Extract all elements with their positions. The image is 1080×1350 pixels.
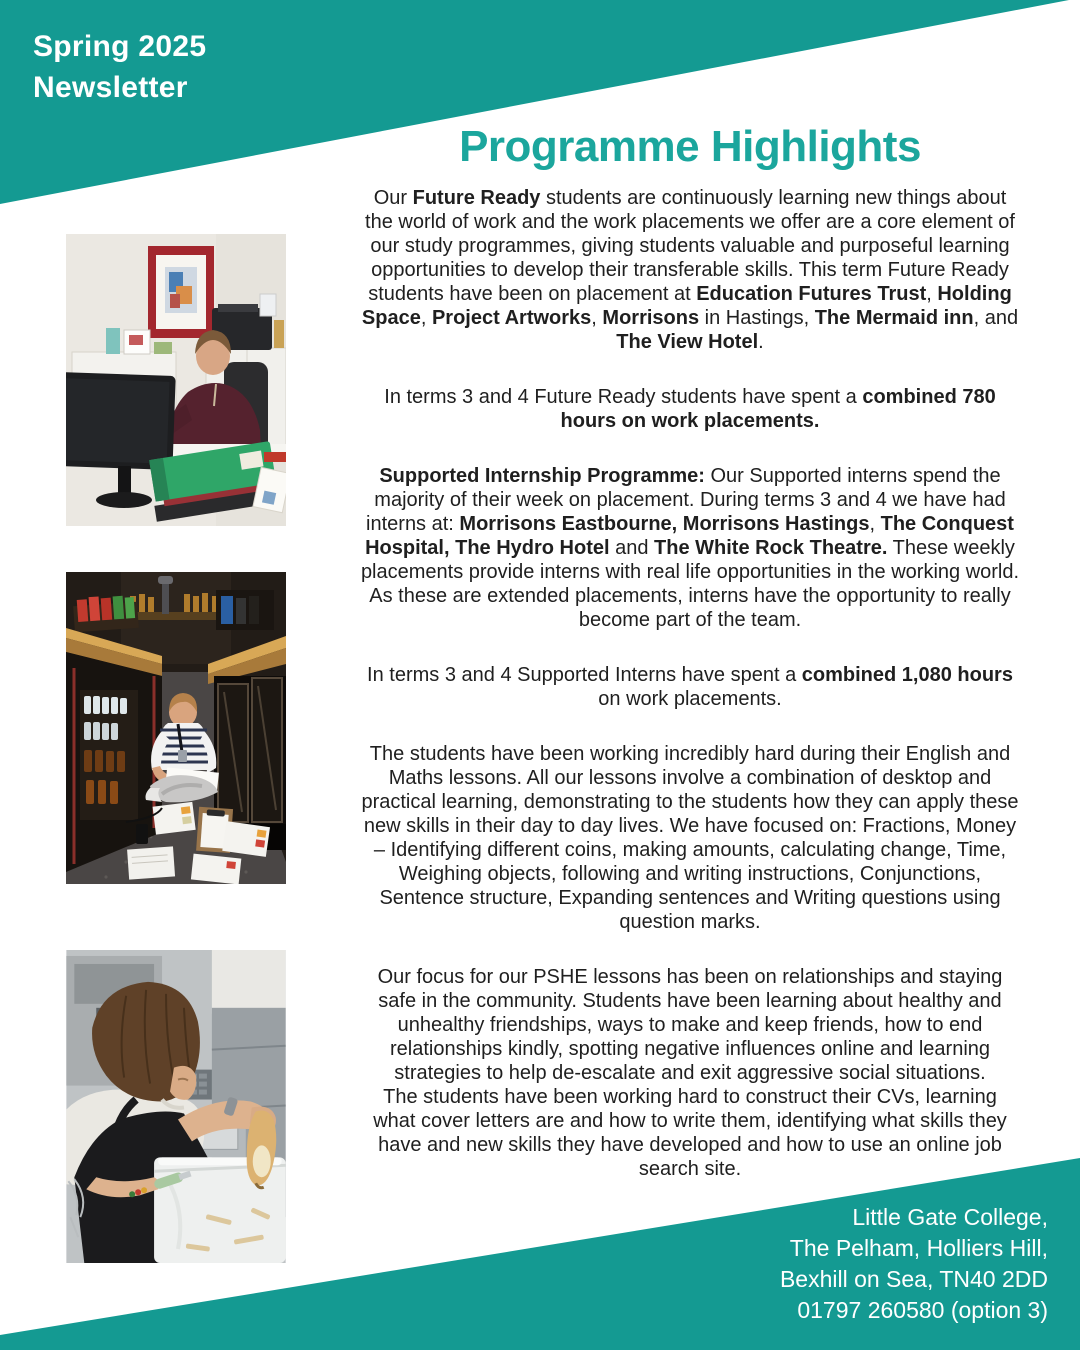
- article-paragraph: In terms 3 and 4 Future Ready students have spent a combined 780 hours on work placements.: [384, 386, 996, 432]
- office-photo-illustration: [66, 234, 286, 526]
- masthead-season: Spring 2025: [33, 30, 207, 63]
- footer-address-line: The Pelham, Holliers Hill,: [789, 1235, 1048, 1261]
- footer-address-line: 01797 260580 (option 3): [797, 1297, 1048, 1323]
- photo-student-at-office-computer: [66, 234, 286, 526]
- footer-address: [628, 1202, 1048, 1326]
- page-title: Programme Highlights: [459, 122, 921, 171]
- bar-photo-illustration: [66, 572, 286, 884]
- masthead-title: Newsletter: [33, 71, 188, 104]
- article-paragraph: In terms 3 and 4 Supported Interns have spent a combined 1,080 hours on work placements.: [367, 664, 1013, 710]
- kitchen-photo-illustration: [66, 950, 286, 1263]
- masthead: [33, 26, 206, 108]
- article-paragraph: The students have been working incredibly hard during their English and Maths lessons. All our lessons involve a combination of desktop and practical learning, demonstrating to the students how they can apply these new skills in their day to day lives. We have focused on: Fractions, Money – Identifying different coins, making amounts, calculating change, Time, Weighing objects, following and writing instructions, Conjunctions, Sentence structure, Expanding sentences and Writing questions using question marks.: [361, 743, 1019, 933]
- photo-intern-stocktaking-in-bar: [66, 572, 286, 884]
- article-paragraph: Supported Internship Programme: Our Supported interns spend the majority of their week on placement. During terms 3 and 4 we have had interns at: Morrisons Eastbourne, Morrisons Hastings, The Conquest Hospital, The Hydro Hotel and The White Rock Theatre. These weekly placements provide interns with real life opportunities in the working world. As these are extended placements, interns have the opportunity to really become part of the team.: [360, 465, 1020, 631]
- article-paragraph: Our Future Ready students are continuously learning new things about the world of work and the work placements we offer are a core element of our study programmes, giving students valuable and purposeful learning opportunities to develop their transferable skills. This term Future Ready students have been on placement at Education Futures Trust, Holding Space, Project Artworks, Morrisons in Hastings, The Mermaid inn, and The View Hotel.: [361, 187, 1019, 353]
- footer-address-line: Little Gate College,: [852, 1204, 1048, 1230]
- framed-picture: [148, 246, 214, 338]
- photo-student-peeling-vegetables: [66, 950, 286, 1263]
- article-body: [360, 186, 1020, 1181]
- article-paragraph: Our focus for our PSHE lessons has been on relationships and staying safe in the community. Students have been learning about healthy and unhealthy friendships, ways to make and keep friends, how to end relationships kindly, spotting negative influences online and learning strategies to help de-escalate and exit aggressive social situations. The students have been working hard to construct their CVs, learning what cover letters are and how to write them, identifying what skills they have and new skills they have developed and how to use an online job search site.: [373, 966, 1007, 1180]
- footer-address-line: Bexhill on Sea, TN40 2DD: [779, 1266, 1048, 1292]
